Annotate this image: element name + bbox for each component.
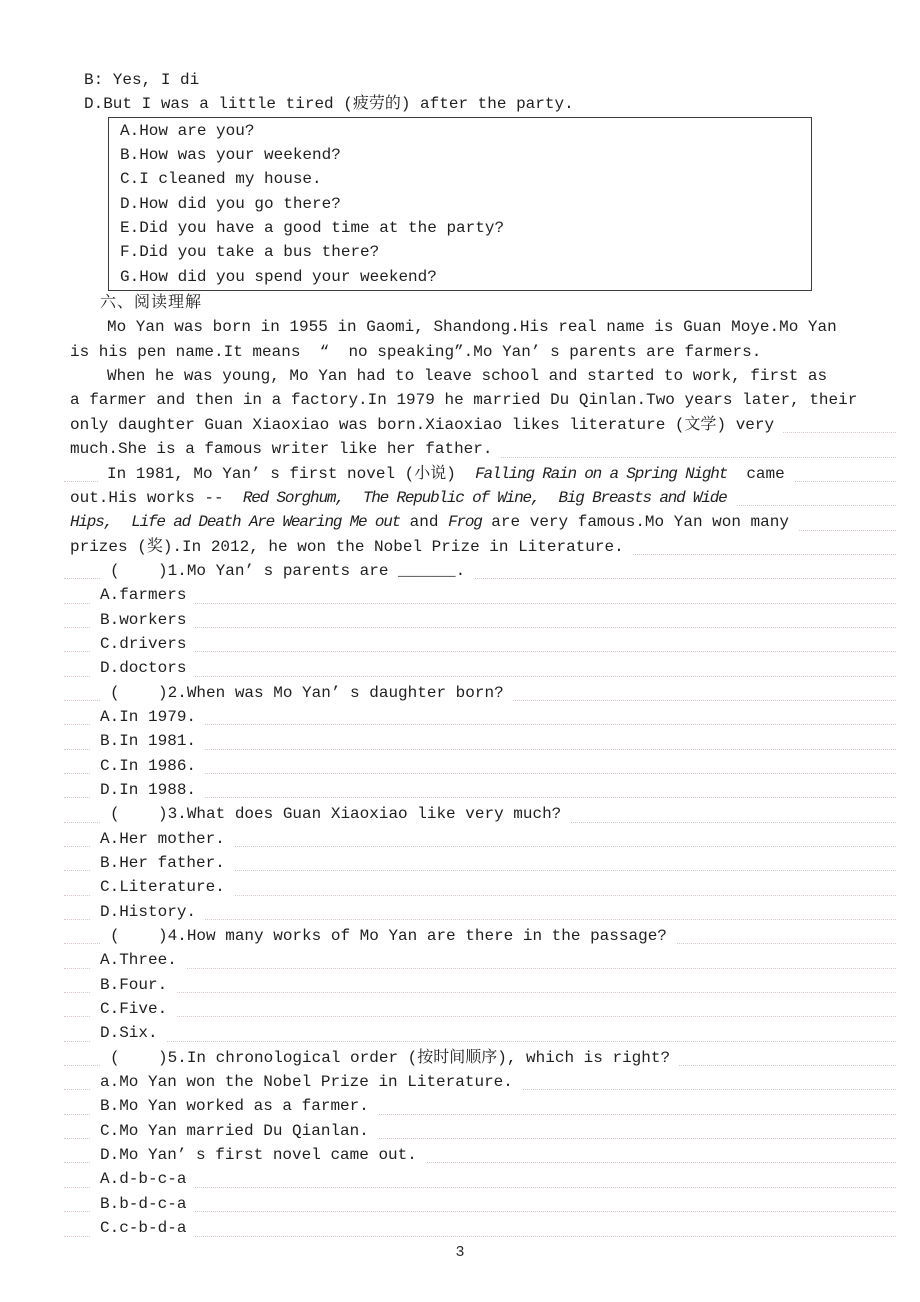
text-segment: came bbox=[727, 464, 785, 483]
text-segment: F.Did you take a bus there? bbox=[120, 243, 380, 262]
text-segment: C.Mo Yan married Du Qianlan. bbox=[100, 1121, 369, 1140]
text-segment: A.farmers bbox=[100, 586, 187, 605]
box-option-line bbox=[109, 119, 811, 143]
box-option-line bbox=[109, 192, 811, 216]
option-line bbox=[0, 851, 920, 875]
text-segment: B.workers bbox=[100, 610, 187, 629]
option-line bbox=[0, 1192, 920, 1216]
option-line bbox=[0, 1167, 920, 1191]
text-segment: 六、阅读理解 bbox=[100, 294, 203, 313]
text-segment bbox=[344, 489, 363, 507]
text-segment: B.In 1981. bbox=[100, 732, 197, 751]
option-line bbox=[0, 583, 920, 607]
text-segment: prizes (奖).In 2012, he won the Nobel Prize in Literature. bbox=[70, 537, 624, 556]
box-option-line bbox=[109, 167, 811, 191]
book-title-italic: Hips, bbox=[70, 513, 113, 532]
text-segment: D.Mo Yan’ s first novel came out. bbox=[100, 1146, 417, 1165]
text-segment: B.Her father. bbox=[100, 854, 225, 872]
text-segment: D.How did you go there? bbox=[120, 194, 341, 213]
text-segment: Mo Yan was born in 1955 in Gaomi, Shandong.His real name is Guan Moye.Mo Yan bbox=[107, 318, 837, 337]
option-line bbox=[0, 1119, 920, 1143]
text-segment: A.In 1979. bbox=[100, 707, 197, 726]
dialogue-line bbox=[0, 68, 920, 92]
dialogue-line bbox=[0, 92, 920, 116]
text-segment: is his pen name.It means “ no speaking”.Mo Yan’ s parents are farmers. bbox=[70, 342, 762, 361]
text-segment: C.I cleaned my house. bbox=[120, 170, 322, 189]
paragraph-line bbox=[0, 388, 920, 412]
text-segment: C.Five. bbox=[100, 1000, 168, 1019]
option-line bbox=[0, 827, 920, 851]
text-segment: and bbox=[400, 513, 449, 532]
option-line bbox=[0, 948, 920, 972]
box-option-line bbox=[109, 216, 811, 240]
option-line bbox=[0, 729, 920, 753]
text-segment: out.His works -- bbox=[70, 488, 243, 507]
text-segment: D.But I was a little tired (疲劳的) after the party. bbox=[84, 95, 574, 114]
paragraph-line bbox=[0, 340, 920, 364]
option-line bbox=[0, 705, 920, 729]
question-line bbox=[0, 924, 920, 948]
text-segment: A.How are you? bbox=[120, 121, 255, 140]
page-number: 3 bbox=[455, 1243, 465, 1261]
question-line bbox=[0, 1046, 920, 1070]
text-segment: D.In 1988. bbox=[100, 780, 197, 799]
question-line bbox=[0, 681, 920, 705]
option-line bbox=[0, 632, 920, 656]
box-option-line bbox=[109, 265, 811, 289]
option-line bbox=[0, 875, 920, 899]
option-line bbox=[0, 754, 920, 778]
text-segment: ( )3.What does Guan Xiaoxiao like very much? bbox=[110, 805, 562, 824]
text-segment: B.How was your weekend? bbox=[120, 146, 341, 165]
text-segment: only daughter Guan Xiaoxiao was born.Xiaoxiao likes literature (文学) very bbox=[70, 415, 775, 434]
text-segment: ( )1.Mo Yan’ s parents are ______. bbox=[110, 561, 466, 580]
text-segment: A.Her mother. bbox=[100, 829, 225, 848]
text-segment bbox=[112, 513, 131, 531]
paragraph-line bbox=[0, 462, 920, 486]
paragraph-line bbox=[0, 510, 920, 534]
text-segment bbox=[539, 489, 558, 507]
paragraph-line bbox=[0, 486, 920, 510]
option-line bbox=[0, 1216, 920, 1240]
option-line bbox=[0, 973, 920, 997]
box-option-line bbox=[109, 240, 811, 264]
question-line bbox=[0, 559, 920, 583]
box-option-line bbox=[109, 143, 811, 167]
text-segment: In 1981, Mo Yan’ s first novel (小说) bbox=[107, 464, 476, 483]
text-segment: B.Four. bbox=[100, 975, 168, 994]
book-title-italic: Falling Rain on a Spring Night bbox=[475, 464, 728, 483]
option-line bbox=[0, 900, 920, 924]
text-segment: a.Mo Yan won the Nobel Prize in Literature. bbox=[100, 1073, 513, 1092]
option-line bbox=[0, 1094, 920, 1118]
document-body bbox=[0, 68, 920, 1241]
option-line bbox=[0, 1070, 920, 1094]
option-line bbox=[0, 997, 920, 1021]
text-segment: C.c-b-d-a bbox=[100, 1219, 187, 1238]
text-segment: A.d-b-c-a bbox=[100, 1170, 187, 1189]
option-line bbox=[0, 656, 920, 680]
text-segment: much.She is a famous writer like her father. bbox=[70, 440, 493, 459]
text-segment: C.In 1986. bbox=[100, 756, 197, 775]
section-heading bbox=[0, 291, 920, 315]
option-line bbox=[0, 778, 920, 802]
text-segment: D.doctors bbox=[100, 659, 187, 678]
paragraph-line bbox=[0, 413, 920, 437]
text-segment: C.Literature. bbox=[100, 878, 225, 897]
question-line bbox=[0, 802, 920, 826]
text-segment: A.Three. bbox=[100, 951, 177, 970]
text-segment: are very famous.Mo Yan won many bbox=[481, 513, 789, 532]
book-title-italic: Red Sorghum, bbox=[242, 488, 344, 507]
text-segment: E.Did you have a good time at the party? bbox=[120, 219, 505, 238]
text-segment: C.drivers bbox=[100, 634, 187, 653]
option-line bbox=[0, 608, 920, 632]
paragraph-line bbox=[0, 437, 920, 461]
text-segment: B.Mo Yan worked as a farmer. bbox=[100, 1097, 369, 1116]
paragraph-line bbox=[0, 364, 920, 388]
paragraph-line bbox=[0, 315, 920, 339]
text-segment: ( )5.In chronological order (按时间顺序), which is right? bbox=[110, 1048, 671, 1067]
option-line bbox=[0, 1021, 920, 1045]
text-segment: ( )2.When was Mo Yan’ s daughter born? bbox=[110, 683, 504, 702]
option-line bbox=[0, 1143, 920, 1167]
text-segment: B.b-d-c-a bbox=[100, 1194, 187, 1213]
text-segment: D.History. bbox=[100, 902, 197, 921]
text-segment: When he was young, Mo Yan had to leave school and started to work, first as bbox=[107, 367, 828, 386]
book-title-italic: Big Breasts and Wide bbox=[558, 488, 727, 507]
paragraph-line bbox=[0, 535, 920, 559]
choices-box bbox=[108, 117, 812, 291]
text-segment: ( )4.How many works of Mo Yan are there in the passage? bbox=[110, 927, 667, 946]
book-title-italic: Frog bbox=[448, 513, 482, 532]
text-segment: G.How did you spend your weekend? bbox=[120, 267, 437, 286]
text-segment: B: Yes, I di bbox=[84, 71, 200, 89]
text-segment: D.Six. bbox=[100, 1024, 158, 1043]
book-title-italic: Life ad Death Are Wearing Me out bbox=[131, 513, 401, 532]
book-title-italic: The Republic of Wine, bbox=[362, 488, 540, 507]
text-segment: a farmer and then in a factory.In 1979 he married Du Qinlan.Two years later, their bbox=[70, 391, 858, 410]
